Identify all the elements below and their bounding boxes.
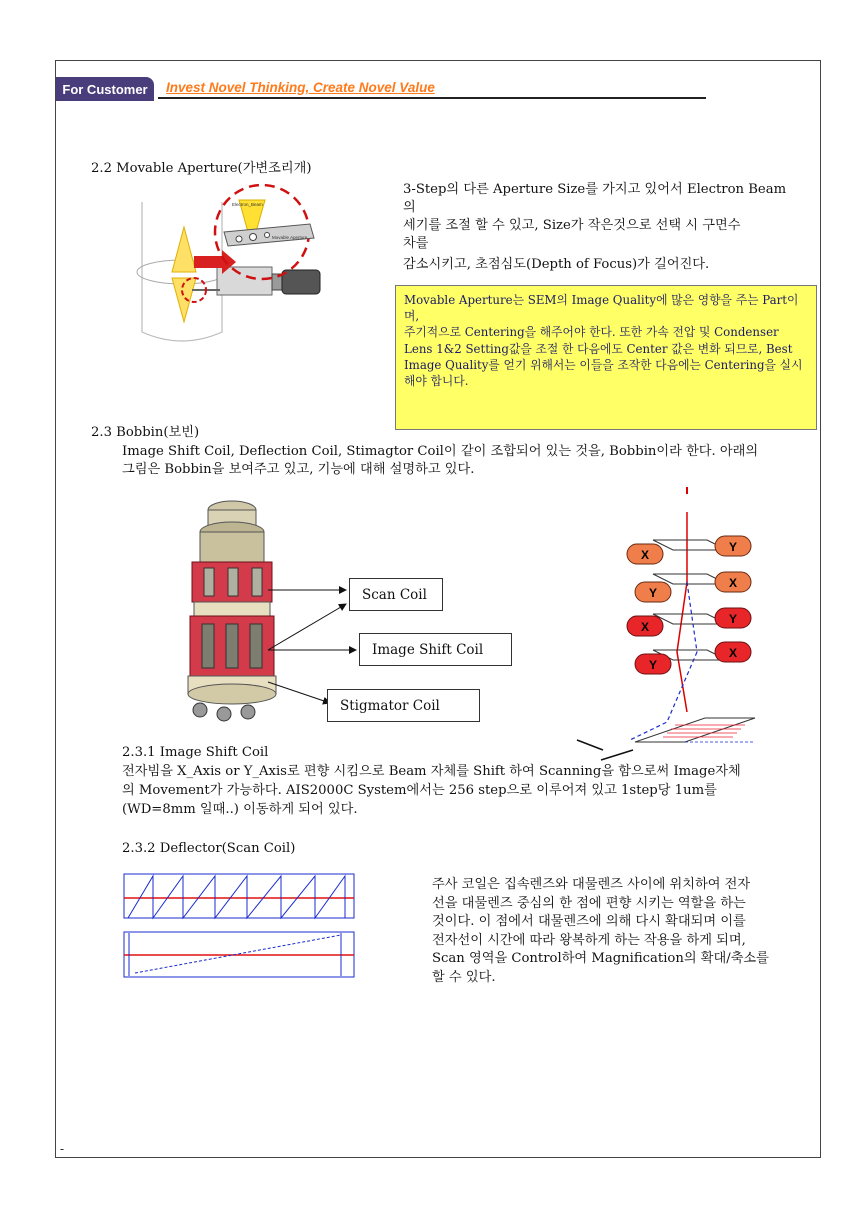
note-line-3: Lens 1&2 Setting값을 조절 한 다음에도 Center 값은 변화 되므로, Best <box>404 341 793 356</box>
s232-line-5: Scan 영역을 Control하여 Magnification의 확대/축소를 <box>432 951 769 966</box>
s232-description <box>432 876 802 987</box>
coil-x-2 <box>715 572 751 592</box>
s231-line-3: (WD=8mm 일때..) 이동하게 되어 있다. <box>122 802 358 817</box>
s232-line-2: 선을 대물렌즈 중심의 한 점에 편향 시키는 역할을 하는 <box>432 895 746 911</box>
coil-y-4 <box>635 654 671 674</box>
header-rule <box>158 97 706 99</box>
note-line-1: Movable Aperture는 SEM의 Image Quality에 많은 영향을 주는 Part이며, <box>404 293 799 324</box>
svg-text:X: X <box>729 646 738 660</box>
section-2-2-title: 2.2 Movable Aperture(가변조리개) <box>91 161 312 176</box>
beam-label: Electron_Beam <box>232 202 263 207</box>
svg-text:Y: Y <box>729 540 738 554</box>
s232-line-1: 주사 코일은 집속렌즈와 대물렌즈 사이에 위치하여 전자 <box>432 877 751 892</box>
s22-desc-line-4: 차를 <box>403 236 429 251</box>
s232-line-3: 것이다. 이 점에서 대물렌즈에 의해 다시 확대되며 이를 <box>432 914 746 929</box>
coil-x-1 <box>627 544 663 564</box>
s22-desc-line-1: 3-Step의 다른 Aperture Size를 가지고 있어서 Electron Beam <box>403 182 787 197</box>
svg-text:X: X <box>641 620 650 634</box>
scan-coil-label: Scan Coil <box>349 578 443 611</box>
coil-x-4 <box>715 642 751 662</box>
svg-text:Y: Y <box>729 612 738 626</box>
s23-desc-line-2: 그림은 Bobbin을 보여주고 있고, 기능에 대해 설명하고 있다. <box>122 462 475 477</box>
image-shift-coil-label: Image Shift Coil <box>359 633 512 666</box>
s22-desc-line-2: 의 <box>403 200 416 215</box>
beam-cone-upper <box>172 227 196 272</box>
beam-deflection-diagram <box>575 482 760 772</box>
svg-text:X: X <box>641 548 650 562</box>
note-line-4: Image Quality를 얻기 위해서는 이들을 조작한 다음에는 Centering을 실시 <box>404 357 803 372</box>
footer-mark: - <box>60 1142 65 1156</box>
note-line-2: 주기적으로 Centering을 해주어야 한다. 또한 가속 전압 및 Condenser <box>404 325 779 340</box>
customer-badge: For Customer <box>56 77 154 101</box>
note-line-5: 해야 합니다. <box>404 374 469 389</box>
aperture-label: Movable Aperture <box>272 235 308 240</box>
s231-line-1: 전자빔을 X_Axis or Y_Axis로 편향 시킴으로 Beam 자체를 Shift 하여 Scanning을 함으로써 Image자체 <box>122 764 741 779</box>
section-2-3-1-title: 2.3.1 Image Shift Coil <box>122 745 269 760</box>
s232-line-4: 전자선이 시간에 따라 왕복하게 하는 작용을 하게 되며, <box>432 932 746 948</box>
slogan: Invest Novel Thinking, Create Novel Value <box>166 80 435 95</box>
coil-x-3 <box>627 616 663 636</box>
s232-line-6: 할 수 있다. <box>432 969 496 985</box>
coil-y-3 <box>715 608 751 628</box>
svg-text:Y: Y <box>649 586 658 600</box>
aperture-illustration <box>122 182 322 352</box>
s231-line-2: 의 Movement가 가능하다. AIS2000C System에서는 256 step으로 이루어져 있고 1step당 1um를 <box>122 783 717 798</box>
s23-desc-line-1: Image Shift Coil, Deflection Coil, Stimagtor Coil이 같이 조합되어 있는 것을, Bobbin이라 한다. 아래의 <box>122 444 759 459</box>
stigmator-coil-label: Stigmator Coil <box>327 689 480 722</box>
s22-desc-line-5: 감소시키고, 초점심도(Depth of Focus)가 길어진다. <box>403 257 710 272</box>
coil-y-2 <box>635 582 671 602</box>
coil-y-1 <box>715 536 751 556</box>
svg-text:X: X <box>729 576 738 590</box>
section-2-3-title: 2.3 Bobbin(보빈) <box>91 425 200 440</box>
scan-waveform-diagram <box>123 873 356 981</box>
aperture-note <box>395 285 817 430</box>
svg-text:Y: Y <box>649 658 658 672</box>
s22-desc-line-3: 세기를 조절 할 수 있고, Size가 작은것으로 선택 시 구면수 <box>403 218 741 233</box>
section-2-3-2-title: 2.3.2 Deflector(Scan Coil) <box>122 841 296 856</box>
